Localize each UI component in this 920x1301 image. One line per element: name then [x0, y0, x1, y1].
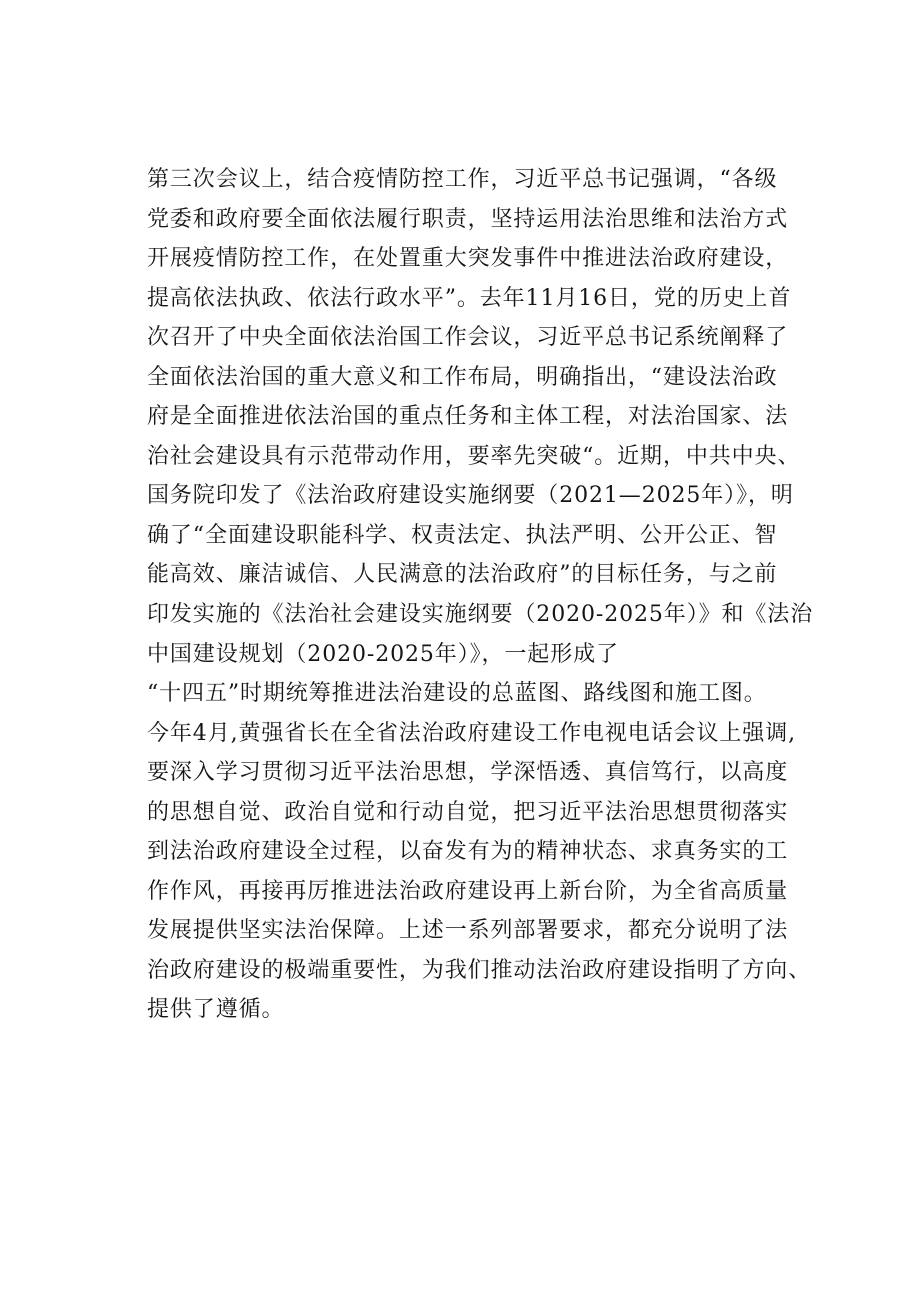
text-line: 第三次会议上，结合疫情防控工作，习近平总书记强调，“各级: [147, 167, 778, 192]
text-line: 发展提供坚实法治保障。上述一系列部署要求，都充分说明了法: [147, 918, 789, 944]
text-line: 中国建设规划（2020-2025年）》，一起形成了: [147, 641, 619, 667]
text-line: 全面依法治国的重大意义和工作布局，明确指出，“建设法治政: [147, 364, 778, 390]
text-line: 次召开了中央全面依法治国工作会议，习近平总书记系统阐释了: [147, 325, 789, 351]
text-line: 作作风，再接再厉推进法治政府建设再上新台阶，为全省高质量: [147, 878, 789, 904]
text-line: 治政府建设的极端重要性，为我们推动法治政府建设指明了方向、: [147, 957, 812, 983]
text-line: 印发实施的《法治社会建设实施纲要（2020-2025年）》和《法治: [147, 602, 814, 628]
text-line: 府是全面推进依法治国的重点任务和主体工程，对法治国家、法: [147, 404, 789, 430]
text-line: 的思想自觉、政治自觉和行动自觉，把习近平法治思想贯彻落实: [147, 799, 789, 825]
text-line: 确了“全面建设职能科学、权责法定、执法严明、公开公正、智: [147, 522, 778, 548]
body-paragraph: [147, 160, 827, 1030]
text-line: 开展疫情防控工作，在处置重大突发事件中推进法治政府建设，: [147, 246, 789, 272]
text-line: 要深入学习贯彻习近平法治思想，学深悟透、真信笃行，以高度: [147, 760, 789, 786]
text-line: “十四五”时期统筹推进法治建设的总蓝图、路线图和施工图。: [147, 681, 767, 707]
text-line: 今年4月,黄强省长在全省法治政府建设工作电视电话会议上强调,: [147, 720, 796, 746]
text-line: 到法治政府建设全过程，以奋发有为的精神状态、求真务实的工: [147, 839, 789, 865]
text-line: 国务院印发了《法治政府建设实施纲要（2021—2025年）》，明: [147, 483, 794, 509]
text-line: 治社会建设具有示范带动作用，要率先突破“。近期，中共中央、: [147, 443, 801, 469]
text-line: 党委和政府要全面依法履行职责，坚持运用法治思维和法治方式: [147, 206, 789, 232]
text-line: 能高效、廉洁诚信、人民满意的法治政府”的目标任务，与之前: [147, 562, 778, 588]
text-line: 提高依法执政、依法行政水平”。去年11月16日，党的历史上首: [147, 285, 792, 311]
text-line: 提供了遵循。: [147, 997, 285, 1023]
